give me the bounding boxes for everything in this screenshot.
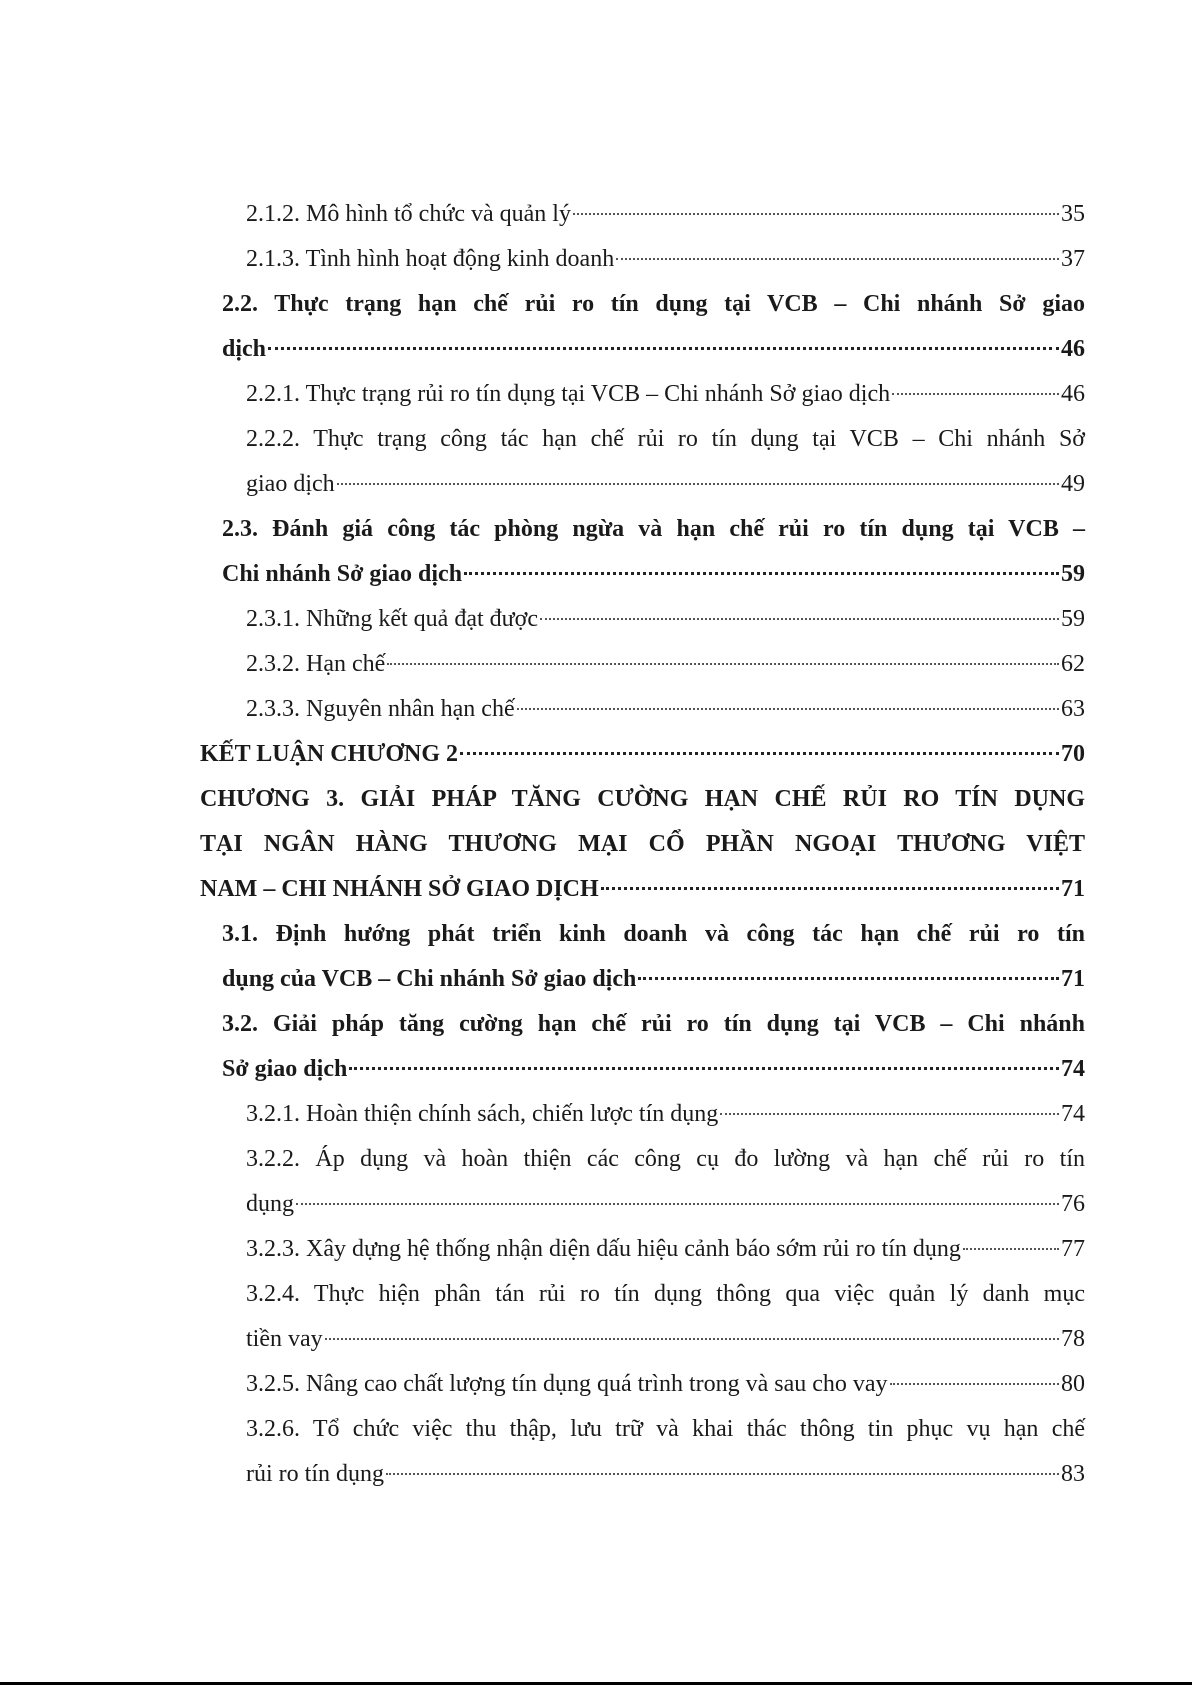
toc-entry-3-2-2[interactable] <box>200 1182 1085 1227</box>
toc-page-number: 80 <box>1061 1371 1085 1397</box>
toc-entry-title: Chi nhánh Sở giao dịch <box>222 561 463 587</box>
dot-leader <box>892 393 1059 395</box>
dot-leader <box>638 977 1059 980</box>
toc-entry-3-2-1[interactable] <box>200 1092 1085 1137</box>
toc-entry-3-2-4-line1[interactable]: 3.2.4. Thực hiện phân tán rủi ro tín dụng thông qua việc quản lý danh mục <box>246 1281 1085 1307</box>
toc-entry-ket-luan-chuong-2[interactable] <box>200 732 1085 777</box>
toc-entry-2-2-2[interactable] <box>200 462 1085 507</box>
toc-page-number: 35 <box>1061 201 1085 227</box>
table-of-contents <box>200 192 1085 1497</box>
toc-entry-3-2-6[interactable] <box>200 1452 1085 1497</box>
toc-entry-chuong-3-line1[interactable]: CHƯƠNG 3. GIẢI PHÁP TĂNG CƯỜNG HẠN CHẾ RỦI RO TÍN DỤNG <box>200 786 1085 812</box>
toc-entry-title: 2.2.1. Thực trạng rủi ro tín dụng tại VCB – Chi nhánh Sở giao dịch <box>246 381 891 407</box>
dot-leader <box>325 1338 1059 1340</box>
toc-entry-title: dụng <box>246 1191 294 1217</box>
dot-leader <box>296 1203 1059 1205</box>
toc-page-number: 46 <box>1061 336 1085 362</box>
dot-leader <box>460 752 1059 755</box>
dot-leader <box>616 258 1059 260</box>
toc-page-number: 70 <box>1061 741 1085 767</box>
toc-entry-title: giao dịch <box>246 471 335 497</box>
toc-entry-3-2[interactable] <box>200 1047 1085 1092</box>
toc-entry-3-2-4[interactable] <box>200 1317 1085 1362</box>
toc-page-number: 62 <box>1061 651 1085 677</box>
dot-leader <box>464 572 1059 575</box>
toc-entry-title: 2.3.1. Những kết quả đạt được <box>246 606 538 632</box>
toc-entry-3-2-5[interactable] <box>200 1362 1085 1407</box>
toc-page-number: 59 <box>1061 606 1085 632</box>
toc-entry-title: Sở giao dịch <box>222 1056 348 1082</box>
toc-page-number: 77 <box>1061 1236 1085 1262</box>
toc-entry-2-2-line1[interactable]: 2.2. Thực trạng hạn chế rủi ro tín dụng tại VCB – Chi nhánh Sở giao <box>222 291 1085 317</box>
toc-page-number: 63 <box>1061 696 1085 722</box>
dot-leader <box>386 1473 1059 1475</box>
toc-entry-title: 2.1.2. Mô hình tổ chức và quản lý <box>246 201 571 227</box>
toc-entry-2-3[interactable] <box>200 552 1085 597</box>
toc-page-number: 46 <box>1061 381 1085 407</box>
toc-page-number: 71 <box>1061 966 1085 992</box>
toc-entry-3-2-6-line1[interactable]: 3.2.6. Tổ chức việc thu thập, lưu trữ và khai thác thông tin phục vụ hạn chế <box>246 1416 1085 1442</box>
toc-entry-3-2-line1[interactable]: 3.2. Giải pháp tăng cường hạn chế rủi ro tín dụng tại VCB – Chi nhánh <box>222 1011 1085 1037</box>
toc-page-number: 49 <box>1061 471 1085 497</box>
toc-entry-2-3-2[interactable] <box>200 642 1085 687</box>
toc-entry-3-1[interactable] <box>200 957 1085 1002</box>
toc-entry-3-2-2-line1[interactable]: 3.2.2. Áp dụng và hoàn thiện các công cụ đo lường và hạn chế rủi ro tín <box>246 1146 1085 1172</box>
toc-page-number: 59 <box>1061 561 1085 587</box>
dot-leader <box>387 663 1059 665</box>
toc-entry-title: 2.3.3. Nguyên nhân hạn chế <box>246 696 515 722</box>
toc-page-number: 78 <box>1061 1326 1085 1352</box>
toc-entry-2-2[interactable] <box>200 327 1085 372</box>
dot-leader <box>573 213 1059 215</box>
toc-entry-2-3-1[interactable] <box>200 597 1085 642</box>
toc-entry-2-3-line1[interactable]: 2.3. Đánh giá công tác phòng ngừa và hạn chế rủi ro tín dụng tại VCB – <box>222 516 1085 542</box>
toc-entry-title: KẾT LUẬN CHƯƠNG 2 <box>200 741 459 767</box>
toc-entry-chuong-3[interactable] <box>200 867 1085 912</box>
dot-leader <box>890 1383 1059 1385</box>
toc-entry-2-2-1[interactable] <box>200 372 1085 417</box>
toc-entry-title: NAM – CHI NHÁNH SỞ GIAO DỊCH <box>200 876 599 902</box>
toc-entry-title: dụng của VCB – Chi nhánh Sở giao dịch <box>222 966 637 992</box>
toc-entry-title: dịch <box>222 336 267 362</box>
toc-entry-3-2-3[interactable] <box>200 1227 1085 1272</box>
dot-leader <box>517 708 1059 710</box>
toc-entry-3-1-line1[interactable]: 3.1. Định hướng phát triển kinh doanh và công tác hạn chế rủi ro tín <box>222 921 1085 947</box>
toc-entry-title: rủi ro tín dụng <box>246 1461 384 1487</box>
toc-page-number: 76 <box>1061 1191 1085 1217</box>
toc-entry-2-2-2-line1[interactable]: 2.2.2. Thực trạng công tác hạn chế rủi ro tín dụng tại VCB – Chi nhánh Sở <box>246 426 1085 452</box>
toc-page-number: 74 <box>1061 1101 1085 1127</box>
toc-page-number: 37 <box>1061 246 1085 272</box>
dot-leader <box>601 887 1059 890</box>
toc-entry-title: 3.2.1. Hoàn thiện chính sách, chiến lược tín dụng <box>246 1101 719 1127</box>
toc-entry-2-1-2[interactable] <box>200 192 1085 237</box>
dot-leader <box>540 618 1059 620</box>
toc-page-number: 71 <box>1061 876 1085 902</box>
dot-leader <box>720 1113 1059 1115</box>
toc-entry-title: 3.2.5. Nâng cao chất lượng tín dụng quá trình trong và sau cho vay <box>246 1371 888 1397</box>
dot-leader <box>337 483 1059 485</box>
toc-entry-title: tiền vay <box>246 1326 323 1352</box>
toc-page-number: 83 <box>1061 1461 1085 1487</box>
toc-entry-2-1-3[interactable] <box>200 237 1085 282</box>
toc-entry-title: 2.1.3. Tình hình hoạt động kinh doanh <box>246 246 615 272</box>
toc-entry-title: 3.2.3. Xây dựng hệ thống nhận diện dấu hiệu cảnh báo sớm rủi ro tín dụng <box>246 1236 961 1262</box>
toc-entry-2-3-3[interactable] <box>200 687 1085 732</box>
toc-entry-chuong-3-line2[interactable]: TẠI NGÂN HÀNG THƯƠNG MẠI CỔ PHẦN NGOẠI THƯƠNG VIỆT <box>200 831 1085 857</box>
dot-leader <box>268 347 1059 350</box>
dot-leader <box>963 1248 1059 1250</box>
toc-entry-title: 2.3.2. Hạn chế <box>246 651 386 677</box>
toc-page-number: 74 <box>1061 1056 1085 1082</box>
dot-leader <box>349 1067 1059 1070</box>
